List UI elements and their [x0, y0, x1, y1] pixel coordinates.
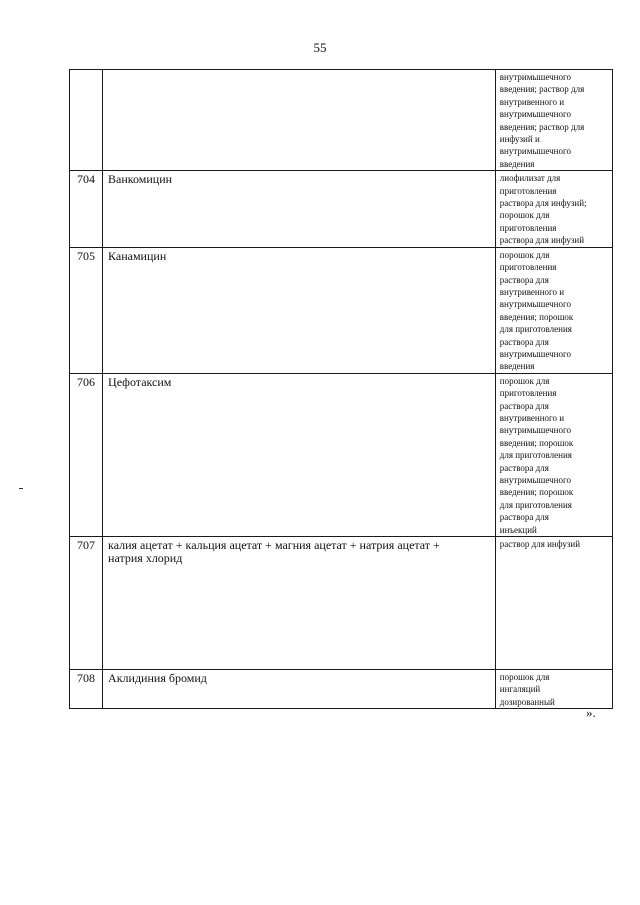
margin-mark	[19, 488, 23, 489]
dosage-form-line: внутримышечного	[499, 146, 571, 157]
dosage-form-line: для приготовления	[499, 324, 572, 335]
table-row	[70, 171, 613, 247]
dosage-form	[495, 670, 612, 709]
drug-table	[69, 69, 613, 709]
drug-name: Канамицин	[103, 247, 496, 373]
page-number: 55	[313, 40, 327, 55]
dosage-form	[495, 373, 612, 536]
drug-name-line: калия ацетат + кальция ацетат + магния ацетат + натрия ацетат +	[108, 538, 440, 553]
dosage-form-line: введения	[499, 158, 535, 169]
dosage-form-line: раствора для инфузий;	[499, 198, 587, 209]
drug-name-line: натрия хлорид	[108, 551, 183, 566]
row-number: 706	[70, 373, 103, 536]
row-number: 707	[70, 537, 103, 670]
dosage-form-line: введения; порошок	[499, 311, 574, 322]
dosage-form-line: введения	[499, 361, 535, 372]
dosage-form-line: инфузий и	[499, 134, 540, 145]
dosage-form-line: раствора для	[499, 274, 549, 285]
dosage-form-line: внутримышечного	[499, 109, 571, 120]
table-row	[70, 70, 613, 171]
row-number: 705	[70, 247, 103, 373]
dosage-form-line: для приготовления	[499, 499, 572, 510]
dosage-form-line: внутривенного и	[499, 412, 565, 423]
dosage-form	[495, 70, 612, 171]
dosage-form-line: введения; раствор для	[499, 121, 585, 132]
dosage-form-line: раствора для	[499, 336, 549, 347]
drug-name: Цефотаксим	[103, 373, 496, 536]
dosage-form-line: порошок для	[499, 249, 550, 260]
dosage-form	[495, 537, 612, 670]
dosage-form-line: введения; порошок	[499, 437, 574, 448]
dosage-form-line: для приготовления	[499, 450, 572, 461]
row-number: 708	[70, 670, 103, 709]
drug-name: Ванкомицин	[103, 171, 496, 247]
dosage-form-line: внутримышечного	[499, 348, 571, 359]
table-row	[70, 670, 613, 709]
dosage-form-line: раствора для инфузий	[499, 235, 585, 246]
drug-name: Аклидиния бромид	[103, 670, 496, 709]
dosage-form-line: дозированный	[499, 696, 555, 707]
dosage-form-line: приготовления	[499, 222, 557, 233]
dosage-form-line: приготовления	[499, 185, 557, 196]
dosage-form-line: приготовления	[499, 262, 557, 273]
dosage-form-line: лиофилизат для	[499, 173, 561, 184]
dosage-form-line: приготовления	[499, 388, 557, 399]
table-row	[70, 373, 613, 536]
dosage-form-line: раствор для инфузий	[499, 539, 581, 550]
dosage-form	[495, 171, 612, 247]
dosage-form-line: введения; порошок	[499, 487, 574, 498]
row-number	[70, 70, 103, 171]
drug-name	[103, 537, 496, 670]
drug-name	[103, 70, 496, 171]
dosage-form	[495, 247, 612, 373]
dosage-form-line: раствора для	[499, 400, 549, 411]
dosage-form-line: внутримышечного	[499, 299, 571, 310]
dosage-form-line: внутривенного и	[499, 286, 565, 297]
dosage-form-line: раствора для	[499, 462, 549, 473]
dosage-form-line: инъекций	[499, 524, 537, 535]
closing-quote-mark: ».	[586, 705, 596, 720]
row-number: 704	[70, 171, 103, 247]
dosage-form-line: порошок для	[499, 210, 550, 221]
dosage-form-line: раствора для	[499, 512, 549, 523]
table-row	[70, 247, 613, 373]
dosage-form-line: внутримышечного	[499, 475, 571, 485]
dosage-form-line: внутривенного и	[499, 96, 565, 107]
dosage-form-line: внутримышечного	[499, 72, 571, 82]
dosage-form-line: внутримышечного	[499, 425, 571, 436]
table-row	[70, 537, 613, 670]
dosage-form-line: ингаляций	[499, 684, 541, 695]
dosage-form-line: порошок для	[499, 672, 550, 683]
dosage-form-line: порошок для	[499, 375, 550, 386]
dosage-form-line: введения; раствор для	[499, 84, 585, 95]
